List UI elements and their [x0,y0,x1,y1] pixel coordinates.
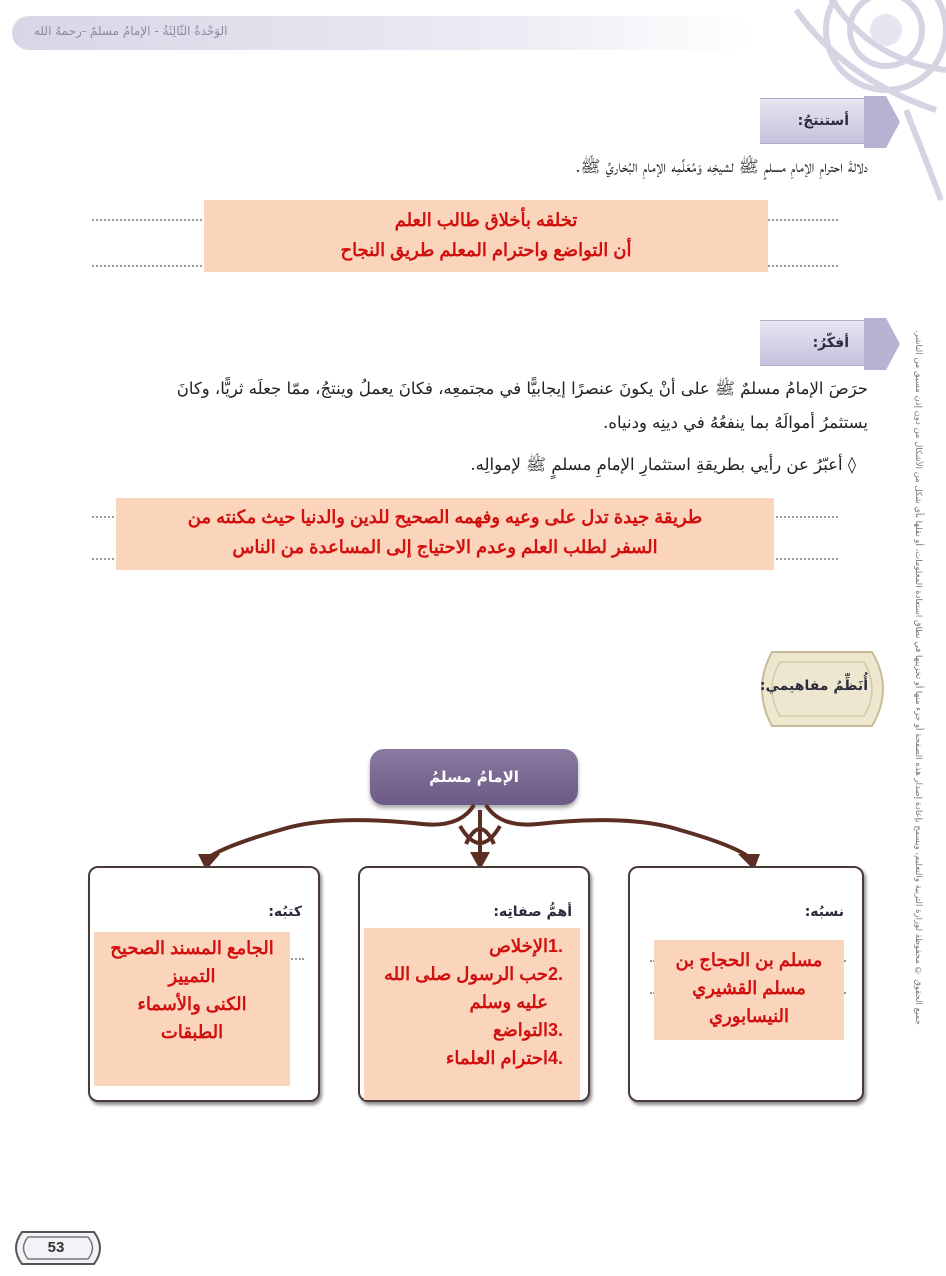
quality-1-num: 1. [548,936,564,956]
list-item [364,1044,572,1072]
conclude-answer-line2: أن التواضع واحترام المعلم طريق النجاح [340,240,632,260]
books-answer-line1: الجامع المسند الصحيح [110,938,274,958]
quality-3-text: التواضع [492,1020,548,1040]
page-number: 53 [47,1239,65,1256]
conclude-answer [204,200,768,272]
lineage-answer-line1: مسلم بن الحجاج بن [675,950,823,970]
conclude-title: أستنتجُ: [760,98,868,144]
quality-2-text: حب الرسول صلى الله عليه وسلم [383,964,548,1012]
quality-4-num: 4. [548,1048,564,1068]
think-paragraph-line1: حرَصَ الإمامُ مسلمٌ ﷺ على أنْ يكونَ عنصرًا إيجابيًّا في مجتمعِه، فكانَ يعملُ وينتجُ، ممّا جعلَه ثريًّا، وكانَ [176,379,868,398]
quality-3-num: 3. [548,1020,564,1040]
think-paragraph-line2: يستثمرُ أموالَهُ بما ينفعُهُ في دينِه ودنياه. [603,413,868,432]
list-item [364,1016,572,1044]
tab-arrow-icon [864,96,900,148]
think-answer [116,498,774,570]
conclude-question: دلالةَ احترامِ الإمامِ مسلمٍ ﷺ لشيخِه وَمُعَلِّمِه الإمامِ البُخاريِّ ﷺ. [575,157,868,176]
conclude-answer-line1: تخلقه بأخلاق طالب العلم [394,210,578,230]
breadcrumb: الوَحْدةُ الثّالِثَةُ - الإمامُ مسلمٌ -رحمهُ الله [34,24,228,38]
quality-4-text: احترام العلماء [445,1048,548,1068]
list-item [364,960,572,1016]
books-answer-line4: الطبقات [160,1022,224,1042]
books-answer-line3: الكنى والأسماء [137,994,247,1014]
lineage-answer [654,940,844,1040]
qualities-label: أهمُّ صفاتِه: [493,904,572,920]
organize-title: أُنَظِّمُ مفاهيمي: [759,678,868,694]
quality-2-num: 2. [548,964,564,984]
lineage-answer-line2: مسلم القشيري [692,978,806,998]
quality-1-text: الإخلاص [489,936,548,956]
qualities-list [364,928,580,1072]
think-title: أفكّرُ: [760,320,868,366]
think-answer-line1: طريقة جيدة تدل على وعيه وفهمه الصحيح للدين والدنيا حيث مكنته من [187,507,703,527]
books-label: كتبُه: [268,904,302,920]
qualities-answer [364,928,580,1100]
card-books [88,866,320,1102]
lineage-label: نسبُه: [804,904,844,920]
card-lineage [628,866,864,1102]
think-answer-line2: السفر لطلب العلم وعدم الاحتياج إلى المساعدة من الناس [232,537,658,557]
think-prompt: ◊ أعبّرُ عن رأيي بطريقةِ استثمارِ الإمامِ مسلمٍ ﷺ لإموالِه. [470,455,856,474]
card-qualities [358,866,590,1102]
lineage-answer-line3: النيسابوري [709,1006,789,1026]
tab-arrow-icon [864,318,900,370]
mindmap-center-node [370,749,578,805]
copyright-side-note: جميع الحقوق © محفوظة لوزارة التربية والتعليم، ويسمح بإعادة إصدار هذه الصفحة أو جزء منها أو تخزينها في نطاق استعادة المعلومات، أو نقلها بأي شكل من الأشكال من دون إذن مسبق من الناشر. [913,330,923,1025]
books-answer-line2: التمييز [168,966,216,986]
books-answer [94,932,290,1086]
mindmap-center-label: الإمامُ مسلمُ [429,768,519,786]
list-item [364,932,572,960]
